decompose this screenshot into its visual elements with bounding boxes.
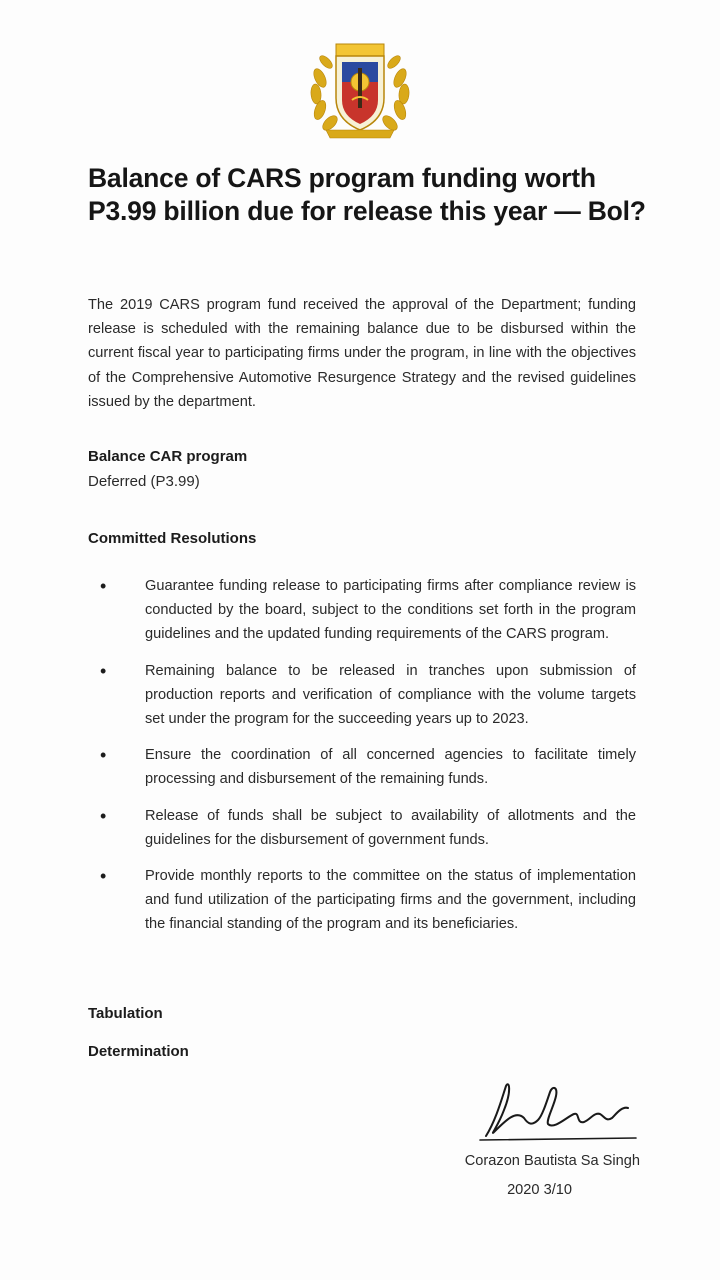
section-heading-commitments: Committed Resolutions <box>88 530 257 547</box>
section-heading-balance: Balance CAR program <box>88 448 248 465</box>
balance-line: Deferred (P3.99) <box>88 473 200 490</box>
signatory-date: 2020 3/10 <box>507 1182 572 1198</box>
list-item: • Release of funds shall be subject to availability of allotments and the guidelines for the disbursement of government funds. <box>88 804 636 852</box>
list-item: • Remaining balance to be released in tranches upon submission of production reports and verification of compliance with the volume targets set under the program for the succeeding years up to 2023. <box>88 659 636 732</box>
handwritten-signature-icon <box>476 1080 640 1144</box>
government-seal-icon <box>306 38 414 142</box>
tabulation-heading: Tabulation <box>88 1005 163 1022</box>
signatory-name: Corazon Bautista Sa Singh <box>464 1153 640 1169</box>
list-item: • Provide monthly reports to the committee on the status of implementation and fund utilization of the participating firms and the government, including the financial standing of the program and its beneficiaries. <box>88 864 636 937</box>
list-item: • Guarantee funding release to participating firms after compliance review is conducted by the board, subject to the conditions set forth in the program guidelines and the updated funding requirements of the CARS program. <box>88 574 636 647</box>
list-item: • Ensure the coordination of all concerned agencies to facilitate timely processing and disbursement of the remaining funds. <box>88 743 636 791</box>
page-title: Balance of CARS program funding worth P3.99 billion due for release this year — Bol? <box>88 163 646 226</box>
intro-paragraph: The 2019 CARS program fund received the approval of the Department; funding release is scheduled with the remaining balance due to be disbursed within the current fiscal year to participating firms under the program, in line with the objectives of the Comprehensive Automotive Resurgence Strategy and the revised guidelines issued by the department. <box>88 297 636 410</box>
commitments-list <box>88 574 636 949</box>
determination-heading: Determination <box>88 1043 189 1060</box>
